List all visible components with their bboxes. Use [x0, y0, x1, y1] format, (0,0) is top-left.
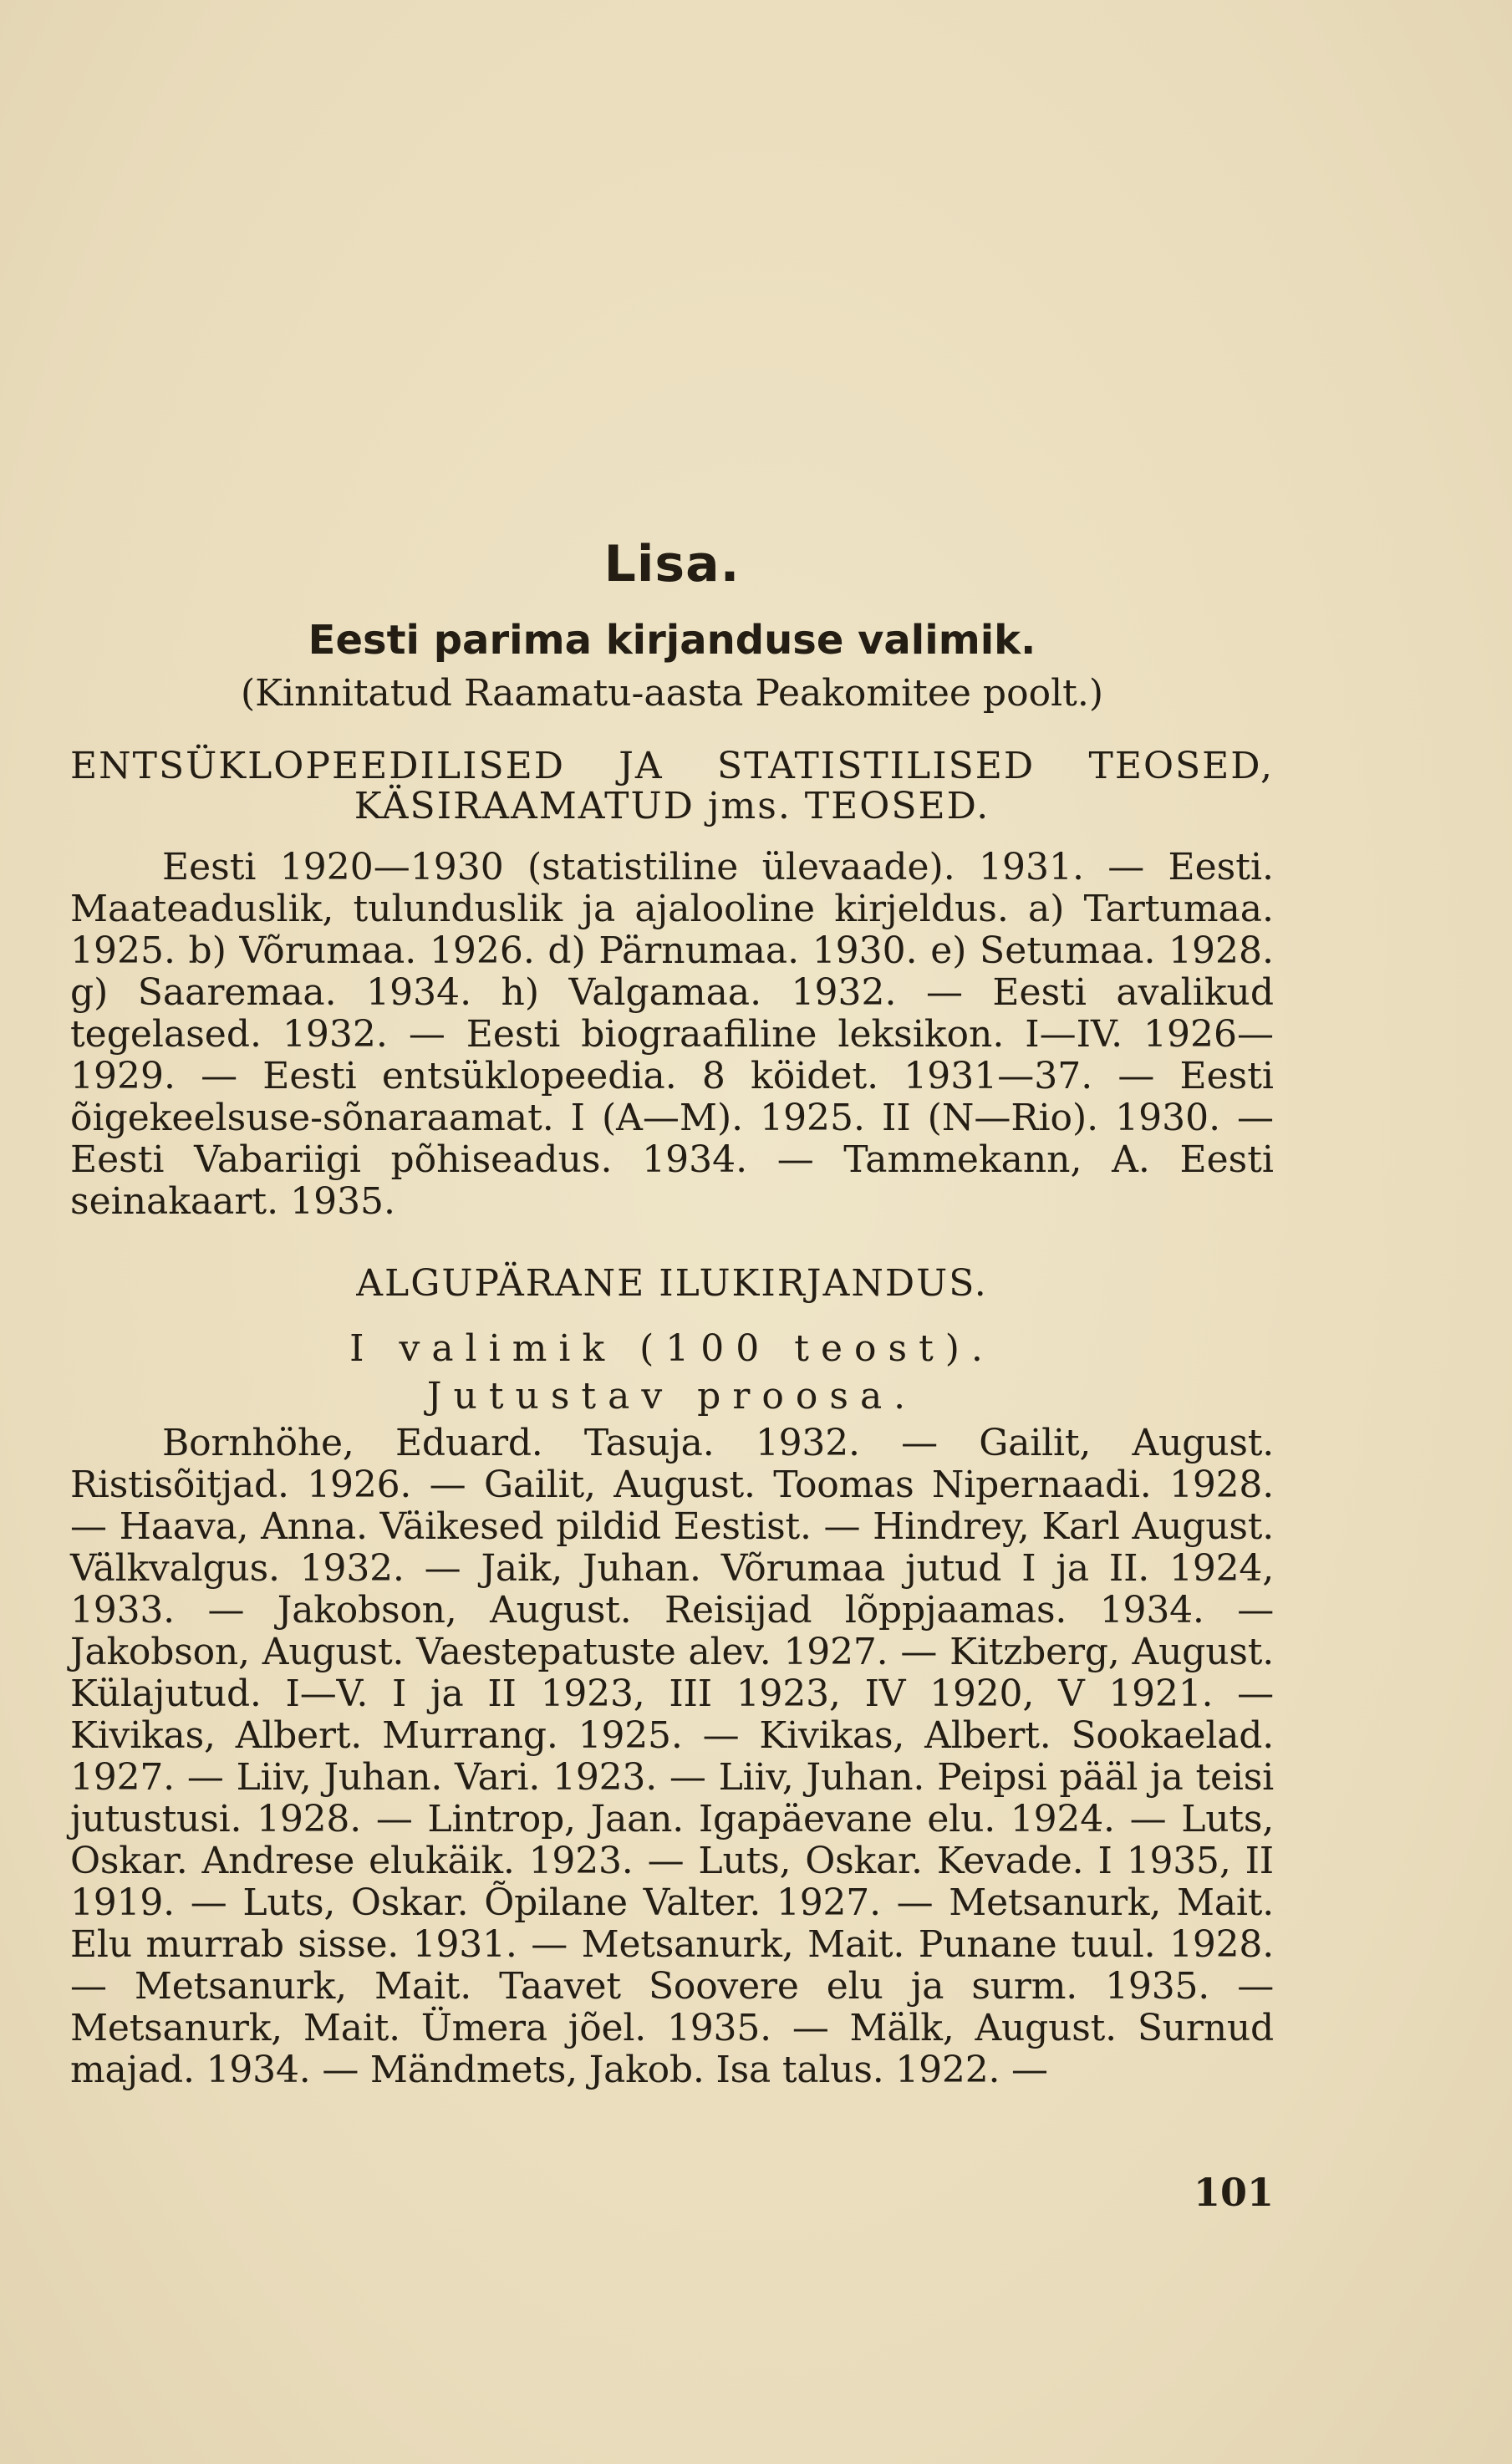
page-subtitle: Eesti parima kirjanduse valimik.	[308, 617, 1036, 664]
selection-subheading: I valimik (100 teost).	[349, 1327, 995, 1370]
section-heading-original-fiction: ALGUPÄRANE ILUKIRJANDUS.	[356, 1262, 988, 1305]
approval-note: (Kinnitatud Raamatu-aasta Peakomitee poolt.)	[241, 672, 1103, 715]
reference-works-list: Eesti 1920—1930 (statistiline ülevaade). 1931. — Eesti. Maateaduslik, tulunduslik ja ajalooline kirjeldus. a) Tartumaa. 1925. b) Võrumaa. 1926. d) Pärnumaa. 1930. e) Setumaa. 1928. g) Saaremaa. 1934. h) Valgamaa. 1932. — Eesti avalikud tegelased. 1932. — Eesti biograafiline leksikon. I—IV. 1926—1929. — Eesti entsüklopeedia. 8 köidet. 1931—37. — Eesti õigekeelsuse-sõnaraamat. I (A—M). 1925. II (N—Rio). 1930. — Eesti Vabariigi põhiseadus. 1934. — Tammekann, A. Eesti seinakaart. 1935.	[70, 846, 1274, 1223]
narrative-prose-list: Bornhöhe, Eduard. Tasuja. 1932. — Gailit, August. Ristisõitjad. 1926. — Gailit, August. Toomas Nipernaadi. 1928. — Haava, Anna. Väikesed pildid Eestist. — Hindrey, Karl August. Välkvalgus. 1932. — Jaik, Juhan. Võrumaa jutud I ja II. 1924, 1933. — Jakobson, August. Reisijad lõppjaamas. 1934. — Jakobson, August. Vaestepatuste alev. 1927. — Kitzberg, August. Külajutud. I—V. I ja II 1923, III 1923, IV 1920, V 1921. — Kivikas, Albert. Murrang. 1925. — Kivikas, Albert. Sookaelad. 1927. — Liiv, Juhan. Vari. 1923. — Liiv, Juhan. Peipsi pääl ja teisi jutustusi. 1928. — Lintrop, Jaan. Igapäevane elu. 1924. — Luts, Oskar. Andrese elukäik. 1923. — Luts, Oskar. Kevade. I 1935, II 1919. — Luts, Oskar. Õpilane Valter. 1927. — Metsanurk, Mait. Elu murrab sisse. 1931. — Metsanurk, Mait. Punane tuul. 1928. — Metsanurk, Mait. Taavet Soovere elu ja surm. 1935. — Metsanurk, Mait. Ümera jõel. 1935. — Mälk, August. Surnud majad. 1934. — Mändmets, Jakob. Isa talus. 1922. —	[70, 1422, 1274, 2091]
genre-subheading: Jutustav proosa.	[426, 1375, 918, 1418]
page-title: Lisa.	[603, 535, 741, 593]
section-heading-reference-works: ENTSÜKLOPEEDILISED JA STATISTILISED TEOSED, KÄSIRAAMATUD jms. TEOSED.	[70, 745, 1274, 827]
page-number: 101	[1193, 2170, 1274, 2215]
